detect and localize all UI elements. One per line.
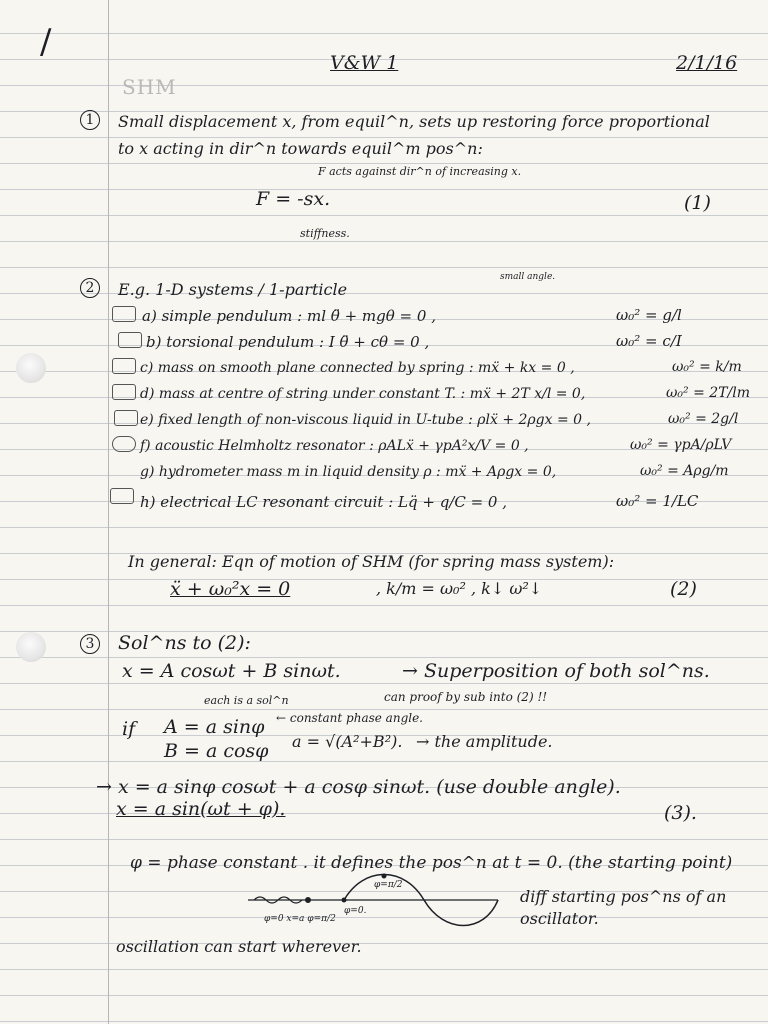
lc-circuit-sketch-icon (110, 488, 134, 504)
example-g: g) hydrometer mass m in liquid density ρ : mẍ + Aρgx = 0, (140, 464, 557, 480)
phi-zero-label: φ=0. (344, 906, 367, 916)
s1-eq-number: (1) (684, 192, 711, 214)
string-sketch-icon (112, 384, 136, 400)
s3-B-eq: B = a cosφ (164, 740, 269, 762)
s2-eq-number: (2) (670, 578, 697, 600)
s3-each-sol: each is a sol^n (204, 694, 289, 707)
pendulum-sketch-icon (112, 306, 136, 322)
s3-phase-constant: φ = phase constant . it defines the pos^n at t = 0. (the starting point) (130, 853, 733, 873)
s3-diff-start-2: oscillator. (520, 909, 599, 928)
s3-heading: Sol^ns to (2): (118, 632, 251, 654)
topic-heading: SHM (122, 75, 177, 99)
s3-line1: x = A cosωt + B sinωt. (122, 660, 341, 682)
phi-labels: φ=0 x=a φ=π/2 (264, 914, 336, 924)
s3-line2: → x = a sinφ cosωt + a cosφ sinωt. (use double angle). (96, 776, 621, 798)
example-d: d) mass at centre of string under constant T. : mẍ + 2T x/l = 0, (140, 386, 586, 402)
example-a: a) simple pendulum : ml θ̈ + mgθ = 0 , (142, 307, 436, 325)
u-tube-sketch-icon (114, 410, 138, 426)
s3-eq-number: (3). (664, 802, 697, 824)
date: 2/1/16 (676, 52, 738, 74)
page-title: V&W 1 (330, 52, 399, 74)
s3-A-eq: A = a sinφ (164, 716, 265, 738)
example-f-omega: ω₀² = γpA/ρLV (630, 437, 732, 453)
example-d-omega: ω₀² = 2T/lm (666, 385, 750, 401)
margin-line (108, 0, 109, 1024)
s2-general: In general: Eqn of motion of SHM (for spring mass system): (128, 552, 615, 571)
section-number: 1 (80, 110, 100, 130)
s1-note: F acts against dir^n of increasing x. (318, 165, 522, 178)
s3-superposition: → Superposition of both sol^ns. (402, 660, 710, 682)
example-c: c) mass on smooth plane connected by spring : mẍ + kx = 0 , (140, 360, 575, 376)
s3-amplitude-eq: a = √(A²+B²). (292, 732, 403, 751)
corner-mark: / (40, 22, 52, 62)
s3-if: if (122, 718, 136, 740)
example-e: e) fixed length of non-viscous liquid in U-tube : ρlẍ + 2ρgx = 0 , (140, 412, 591, 428)
example-h-omega: ω₀² = 1/LC (616, 492, 699, 510)
example-a-omega: ω₀² = g/l (616, 306, 682, 324)
s3-amplitude-note: → the amplitude. (416, 732, 553, 751)
example-c-omega: ω₀² = k/m (672, 359, 742, 375)
s3-diff-start-1: diff starting pos^ns of an (520, 887, 727, 906)
s3-oscillation-start: oscillation can start wherever. (116, 937, 362, 956)
section-number: 3 (80, 634, 100, 654)
s3-constant-phase: ← constant phase angle. (276, 711, 423, 725)
s1-line2: to x acting in dir^n towards equil^m pos^n: (118, 139, 483, 158)
example-b-omega: ω₀² = c/I (616, 332, 682, 350)
resonator-sketch-icon (112, 436, 136, 452)
phi-top-label: φ=π/2 (374, 880, 403, 890)
section-number: 2 (80, 278, 100, 298)
example-e-omega: ω₀² = 2g/l (668, 411, 739, 427)
s2-general-equation: ẍ + ω₀²x = 0 (170, 578, 291, 600)
example-f: f) acoustic Helmholtz resonator : ρALẍ + γpA²x/V = 0 , (140, 438, 529, 454)
example-h: h) electrical LC resonant circuit : Lq̈ + q/C = 0 , (140, 493, 508, 511)
s3-line3: x = a sin(ωt + φ). (116, 798, 286, 820)
punch-hole (16, 632, 46, 662)
punch-hole (16, 353, 46, 383)
s3-proof: can proof by sub into (2) !! (384, 690, 548, 704)
s1-line1: Small displacement x, from equil^n, sets up restoring force proportional (118, 112, 710, 131)
s1-equation: F = -sx. (256, 188, 331, 210)
s2-general-relation: , k/m = ω₀² , k↓ ω²↓ (376, 579, 543, 598)
spring-sketch-icon (112, 358, 136, 374)
torsion-sketch-icon (118, 332, 142, 348)
s2-heading: E.g. 1-D systems / 1-particle (118, 280, 348, 299)
example-b: b) torsional pendulum : I θ̈ + cθ = 0 , (146, 333, 430, 351)
s1-stiffness: stiffness. (300, 227, 350, 240)
s2-small-angle: small angle. (500, 272, 556, 282)
example-g-omega: ω₀² = Aρg/m (640, 463, 729, 479)
